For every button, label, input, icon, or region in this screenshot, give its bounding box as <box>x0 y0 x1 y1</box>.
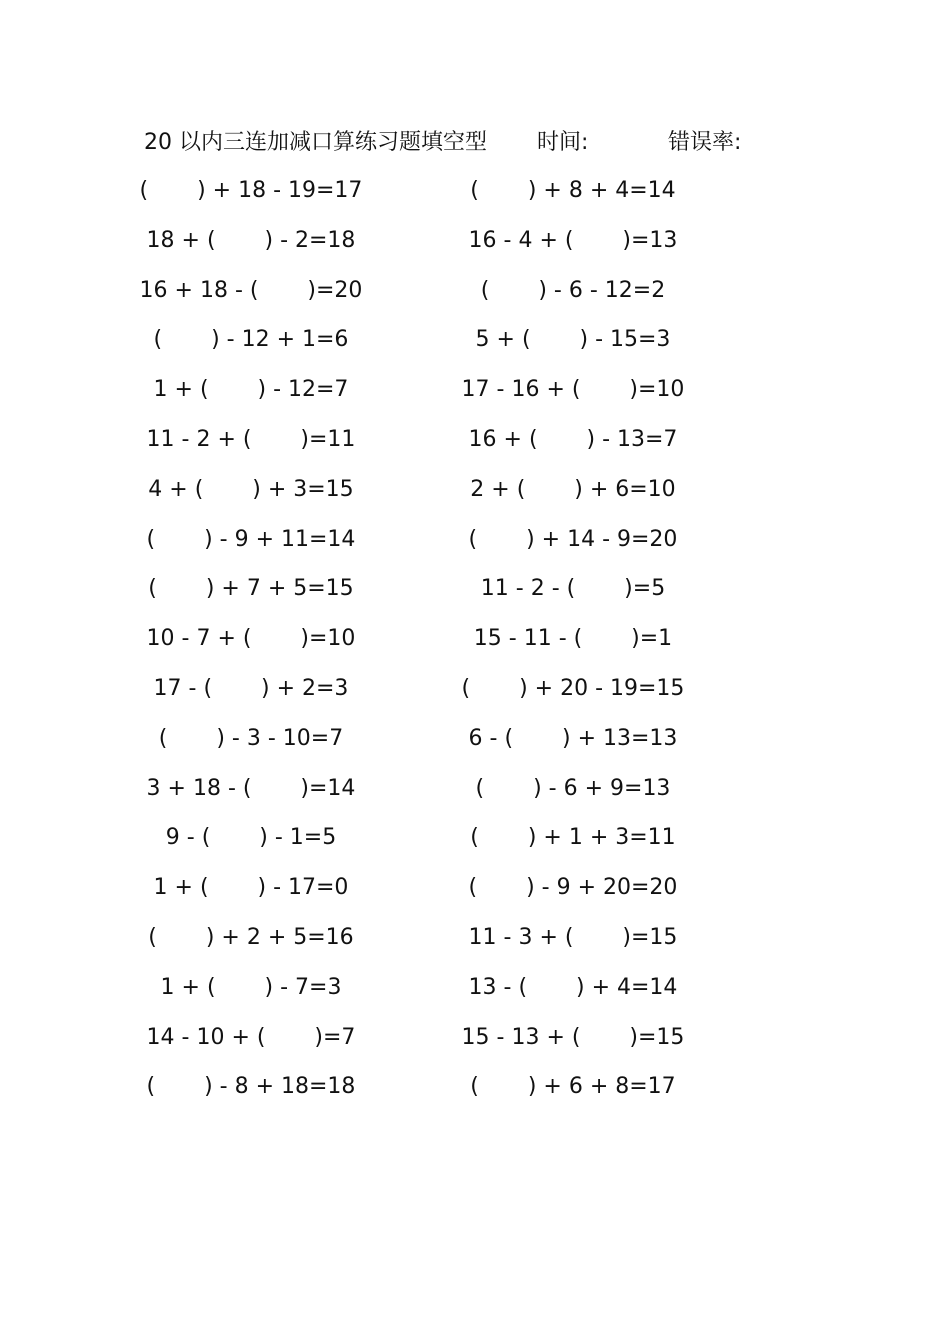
problem-row <box>0 373 950 423</box>
problem-row <box>0 572 950 622</box>
problem-left: 1 + ( ) - 12=7 <box>153 377 349 403</box>
problem-right: ( ) - 6 + 9=13 <box>475 775 671 801</box>
problem-row <box>0 971 950 1021</box>
problem-right: 15 - 11 - ( )=1 <box>473 626 673 652</box>
problem-right: ( ) + 8 + 4=14 <box>470 178 676 203</box>
problem-row <box>0 174 950 224</box>
problem-left: 1 + ( ) - 7=3 <box>160 974 342 1000</box>
problem-right: 5 + ( ) - 15=3 <box>475 327 671 353</box>
worksheet-header <box>144 126 764 160</box>
problem-left: ( ) - 9 + 11=14 <box>146 526 356 552</box>
time-label: 时间: <box>537 130 589 155</box>
problem-left: ( ) + 2 + 5=16 <box>148 924 354 950</box>
problem-left: ( ) - 3 - 10=7 <box>158 725 344 751</box>
problem-left: 10 - 7 + ( )=10 <box>146 626 356 652</box>
problem-row <box>0 622 950 672</box>
problem-left: ( ) - 8 + 18=18 <box>146 1074 356 1100</box>
problem-left: 14 - 10 + ( )=7 <box>146 1024 356 1050</box>
problem-right: ( ) - 9 + 20=20 <box>468 875 678 901</box>
problem-right: ( ) + 6 + 8=17 <box>470 1074 676 1100</box>
error-rate-label: 错误率: <box>668 130 742 155</box>
problem-row <box>0 672 950 722</box>
problem-left: 9 - ( ) - 1=5 <box>165 825 337 851</box>
problem-row <box>0 274 950 324</box>
problem-row <box>0 921 950 971</box>
problem-right: 2 + ( ) + 6=10 <box>470 476 676 502</box>
problem-row <box>0 821 950 871</box>
problem-row <box>0 1021 950 1071</box>
problem-left: ( ) + 7 + 5=15 <box>148 576 354 602</box>
problem-right: ( ) + 14 - 9=20 <box>468 526 678 552</box>
problem-row <box>0 423 950 473</box>
problem-right: 16 - 4 + ( )=13 <box>468 227 678 253</box>
problem-left: 16 + 18 - ( )=20 <box>139 277 363 303</box>
problem-left: 17 - ( ) + 2=3 <box>153 675 349 701</box>
problem-right: 11 - 3 + ( )=15 <box>468 924 678 950</box>
problem-right: 11 - 2 - ( )=5 <box>480 576 666 602</box>
problem-left: 11 - 2 + ( )=11 <box>146 426 356 452</box>
problem-left: 3 + 18 - ( )=14 <box>146 775 356 801</box>
problem-right: 15 - 13 + ( )=15 <box>461 1024 685 1050</box>
problem-right: 6 - ( ) + 13=13 <box>468 725 678 751</box>
problem-left: 1 + ( ) - 17=0 <box>153 875 349 901</box>
problem-row <box>0 473 950 523</box>
problem-right: 13 - ( ) + 4=14 <box>468 974 678 1000</box>
problem-row <box>0 323 950 373</box>
problem-row <box>0 772 950 822</box>
problem-left: 4 + ( ) + 3=15 <box>148 476 354 502</box>
problem-row <box>0 224 950 274</box>
problem-list <box>0 174 950 1120</box>
problem-right: ( ) + 20 - 19=15 <box>461 675 685 701</box>
problem-row <box>0 871 950 921</box>
problem-right: ( ) + 1 + 3=11 <box>470 825 676 851</box>
worksheet-title: 20 以内三连加减口算练习题填空型 <box>144 130 487 155</box>
problem-right: 17 - 16 + ( )=10 <box>461 377 685 403</box>
problem-left: ( ) - 12 + 1=6 <box>153 327 349 353</box>
problem-row <box>0 523 950 573</box>
problem-row <box>0 722 950 772</box>
problem-left: 18 + ( ) - 2=18 <box>146 227 356 253</box>
problem-row <box>0 1070 950 1120</box>
problem-right: ( ) - 6 - 12=2 <box>480 277 666 303</box>
problem-right: 16 + ( ) - 13=7 <box>468 426 678 452</box>
problem-left: ( ) + 18 - 19=17 <box>139 178 363 203</box>
